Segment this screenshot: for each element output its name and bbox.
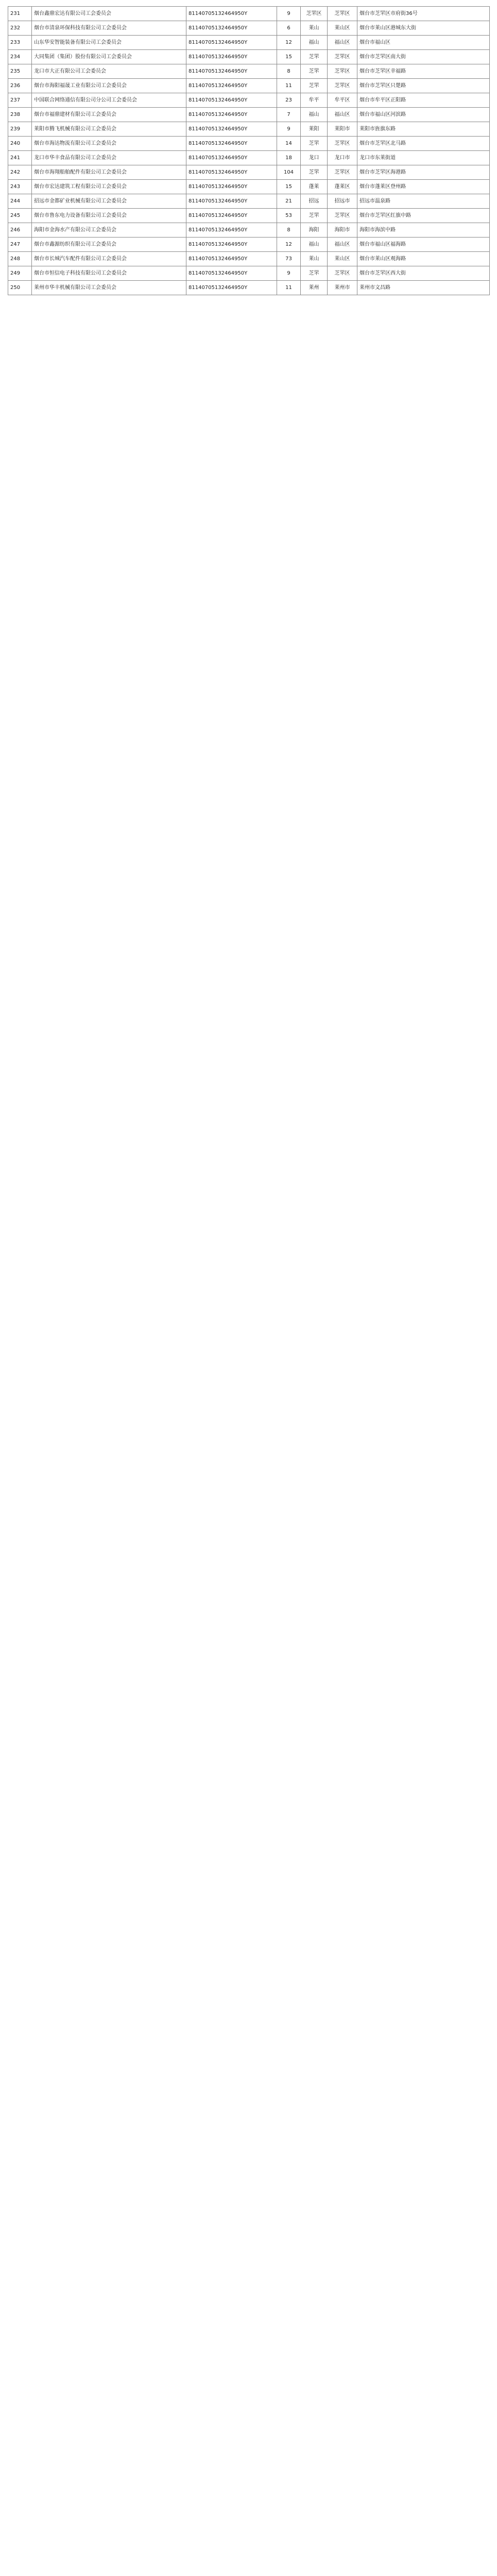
cell-address: 烟台市芝罘区西大街 xyxy=(357,266,490,281)
cell-district: 福山区 xyxy=(328,36,357,50)
cell-member-count: 104 xyxy=(277,165,301,180)
cell-credit-code: 81140705132464950Y xyxy=(186,79,277,93)
cell-address: 烟台市牟平区正阳路 xyxy=(357,93,490,108)
cell-union-name: 莱州市华丰机械有限公司工会委员会 xyxy=(32,281,186,295)
cell-row-number: 236 xyxy=(8,79,32,93)
cell-city: 莱州 xyxy=(301,281,328,295)
cell-address: 莱州市文昌路 xyxy=(357,281,490,295)
cell-union-name: 烟台市海翔船舶配件有限公司工会委员会 xyxy=(32,165,186,180)
table-row xyxy=(8,194,490,209)
cell-credit-code: 81140705132464950Y xyxy=(186,108,277,122)
cell-union-name: 中国联合网络通信有限公司分公司工会委员会 xyxy=(32,93,186,108)
cell-city: 莱山 xyxy=(301,21,328,36)
table-row xyxy=(8,180,490,194)
cell-credit-code: 81140705132464950Y xyxy=(186,194,277,209)
cell-credit-code: 81140705132464950Y xyxy=(186,50,277,64)
cell-row-number: 250 xyxy=(8,281,32,295)
cell-address: 莱阳市旌旗东路 xyxy=(357,122,490,137)
cell-row-number: 246 xyxy=(8,223,32,238)
cell-row-number: 233 xyxy=(8,36,32,50)
cell-member-count: 8 xyxy=(277,64,301,79)
cell-member-count: 8 xyxy=(277,223,301,238)
table-row xyxy=(8,238,490,252)
cell-credit-code: 81140705132464950Y xyxy=(186,122,277,137)
cell-address: 海阳市海滨中路 xyxy=(357,223,490,238)
cell-address: 烟台市芝罘区幸福路 xyxy=(357,64,490,79)
cell-union-name: 烟台市海阳福晟工业有限公司工会委员会 xyxy=(32,79,186,93)
cell-city: 芝罘 xyxy=(301,79,328,93)
cell-row-number: 240 xyxy=(8,137,32,151)
cell-district: 莱阳市 xyxy=(328,122,357,137)
cell-city: 莱山 xyxy=(301,252,328,266)
table-row xyxy=(8,281,490,295)
cell-district: 龙口市 xyxy=(328,151,357,165)
cell-row-number: 235 xyxy=(8,64,32,79)
cell-credit-code: 81140705132464950Y xyxy=(186,252,277,266)
cell-city: 海阳 xyxy=(301,223,328,238)
cell-member-count: 11 xyxy=(277,79,301,93)
cell-district: 芝罘区 xyxy=(328,50,357,64)
cell-union-name: 龙口市大正有限公司工会委员会 xyxy=(32,64,186,79)
cell-address: 烟台市芝罘区海港路 xyxy=(357,165,490,180)
cell-district: 海阳市 xyxy=(328,223,357,238)
cell-city: 福山 xyxy=(301,36,328,50)
cell-address: 烟台市芝罘区北马路 xyxy=(357,137,490,151)
table-row xyxy=(8,50,490,64)
cell-row-number: 247 xyxy=(8,238,32,252)
cell-union-name: 招远市金都矿业机械有限公司工会委员会 xyxy=(32,194,186,209)
cell-address: 烟台市福山区河滨路 xyxy=(357,108,490,122)
cell-union-name: 烟台市宏达建筑工程有限公司工会委员会 xyxy=(32,180,186,194)
cell-city: 芝罘 xyxy=(301,64,328,79)
cell-district: 芝罘区 xyxy=(328,165,357,180)
table-row xyxy=(8,252,490,266)
union-register-table xyxy=(8,6,490,295)
cell-district: 莱山区 xyxy=(328,252,357,266)
cell-member-count: 9 xyxy=(277,7,301,21)
cell-member-count: 21 xyxy=(277,194,301,209)
table-row xyxy=(8,209,490,223)
cell-address: 烟台市芝罘区红旗中路 xyxy=(357,209,490,223)
cell-district: 蓬莱区 xyxy=(328,180,357,194)
cell-city: 牟平 xyxy=(301,93,328,108)
cell-union-name: 大同集团（集团）股份有限公司工会委员会 xyxy=(32,50,186,64)
cell-district: 福山区 xyxy=(328,108,357,122)
cell-address: 烟台市蓬莱区登州路 xyxy=(357,180,490,194)
cell-city: 龙口 xyxy=(301,151,328,165)
cell-credit-code: 81140705132464950Y xyxy=(186,151,277,165)
cell-row-number: 241 xyxy=(8,151,32,165)
cell-credit-code: 81140705132464950Y xyxy=(186,209,277,223)
cell-member-count: 7 xyxy=(277,108,301,122)
cell-row-number: 237 xyxy=(8,93,32,108)
cell-district: 招远市 xyxy=(328,194,357,209)
cell-district: 芝罘区 xyxy=(328,137,357,151)
cell-city: 芝罘 xyxy=(301,137,328,151)
cell-member-count: 15 xyxy=(277,180,301,194)
cell-row-number: 234 xyxy=(8,50,32,64)
table-row xyxy=(8,151,490,165)
cell-union-name: 海阳市金海水产有限公司工会委员会 xyxy=(32,223,186,238)
cell-union-name: 烟台市海达物流有限公司工会委员会 xyxy=(32,137,186,151)
cell-city: 福山 xyxy=(301,108,328,122)
cell-district: 莱山区 xyxy=(328,21,357,36)
cell-member-count: 18 xyxy=(277,151,301,165)
cell-credit-code: 81140705132464950Y xyxy=(186,64,277,79)
table-row xyxy=(8,79,490,93)
cell-member-count: 12 xyxy=(277,36,301,50)
cell-union-name: 烟台市清泉环保科技有限公司工会委员会 xyxy=(32,21,186,36)
cell-address: 烟台市芝罘区市府街36号 xyxy=(357,7,490,21)
cell-union-name: 烟台市恒信电子科技有限公司工会委员会 xyxy=(32,266,186,281)
cell-address: 烟台市芝罘区南大街 xyxy=(357,50,490,64)
table-row xyxy=(8,122,490,137)
cell-union-name: 龙口市华丰食品有限公司工会委员会 xyxy=(32,151,186,165)
cell-city: 芝罘 xyxy=(301,50,328,64)
cell-credit-code: 81140705132464950Y xyxy=(186,36,277,50)
cell-address: 烟台市福山区福海路 xyxy=(357,238,490,252)
cell-district: 芝罘区 xyxy=(328,7,357,21)
table-row xyxy=(8,266,490,281)
table-row xyxy=(8,93,490,108)
cell-credit-code: 81140705132464950Y xyxy=(186,21,277,36)
cell-credit-code: 81140705132464950Y xyxy=(186,180,277,194)
cell-union-name: 烟台鑫鼎宏达有限公司工会委员会 xyxy=(32,7,186,21)
cell-union-name: 烟台市长城汽车配件有限公司工会委员会 xyxy=(32,252,186,266)
cell-row-number: 243 xyxy=(8,180,32,194)
cell-union-name: 山东华安智能装备有限公司工会委员会 xyxy=(32,36,186,50)
table-row xyxy=(8,137,490,151)
cell-member-count: 15 xyxy=(277,50,301,64)
cell-row-number: 238 xyxy=(8,108,32,122)
cell-city: 芝罘 xyxy=(301,266,328,281)
cell-district: 牟平区 xyxy=(328,93,357,108)
cell-credit-code: 81140705132464950Y xyxy=(186,93,277,108)
table-row xyxy=(8,223,490,238)
table-row xyxy=(8,64,490,79)
cell-district: 芝罘区 xyxy=(328,64,357,79)
cell-address: 招远市温泉路 xyxy=(357,194,490,209)
cell-member-count: 14 xyxy=(277,137,301,151)
cell-member-count: 53 xyxy=(277,209,301,223)
cell-city: 福山 xyxy=(301,238,328,252)
cell-row-number: 249 xyxy=(8,266,32,281)
cell-city: 芝罘区 xyxy=(301,7,328,21)
cell-row-number: 244 xyxy=(8,194,32,209)
cell-district: 莱州市 xyxy=(328,281,357,295)
cell-credit-code: 81140705132464950Y xyxy=(186,165,277,180)
cell-district: 芝罘区 xyxy=(328,266,357,281)
table-row xyxy=(8,36,490,50)
cell-row-number: 231 xyxy=(8,7,32,21)
cell-member-count: 9 xyxy=(277,266,301,281)
cell-credit-code: 81140705132464950Y xyxy=(186,7,277,21)
cell-member-count: 6 xyxy=(277,21,301,36)
cell-city: 芝罘 xyxy=(301,165,328,180)
cell-union-name: 莱阳市腾飞机械有限公司工会委员会 xyxy=(32,122,186,137)
cell-member-count: 9 xyxy=(277,122,301,137)
cell-address: 烟台市莱山区观海路 xyxy=(357,252,490,266)
cell-member-count: 12 xyxy=(277,238,301,252)
cell-credit-code: 81140705132464950Y xyxy=(186,281,277,295)
cell-address: 龙口市东莱街道 xyxy=(357,151,490,165)
table-row xyxy=(8,108,490,122)
cell-credit-code: 81140705132464950Y xyxy=(186,223,277,238)
cell-address: 烟台市莱山区港城东大街 xyxy=(357,21,490,36)
cell-city: 招远 xyxy=(301,194,328,209)
cell-member-count: 73 xyxy=(277,252,301,266)
cell-district: 芝罘区 xyxy=(328,79,357,93)
cell-member-count: 23 xyxy=(277,93,301,108)
cell-city: 芝罘 xyxy=(301,209,328,223)
cell-city: 蓬莱 xyxy=(301,180,328,194)
cell-row-number: 245 xyxy=(8,209,32,223)
cell-union-name: 烟台市福鼎建材有限公司工会委员会 xyxy=(32,108,186,122)
cell-member-count: 11 xyxy=(277,281,301,295)
table-row xyxy=(8,7,490,21)
cell-credit-code: 81140705132464950Y xyxy=(186,137,277,151)
cell-district: 福山区 xyxy=(328,238,357,252)
cell-address: 烟台市福山区 xyxy=(357,36,490,50)
table-row xyxy=(8,165,490,180)
cell-union-name: 烟台市鲁东电力设备有限公司工会委员会 xyxy=(32,209,186,223)
cell-union-name: 烟台市鑫源纺织有限公司工会委员会 xyxy=(32,238,186,252)
table-body xyxy=(8,7,490,295)
union-register-table-sheet xyxy=(8,6,489,295)
cell-address: 烟台市芝罘区只楚路 xyxy=(357,79,490,93)
cell-credit-code: 81140705132464950Y xyxy=(186,266,277,281)
cell-row-number: 232 xyxy=(8,21,32,36)
cell-city: 莱阳 xyxy=(301,122,328,137)
table-row xyxy=(8,21,490,36)
cell-row-number: 248 xyxy=(8,252,32,266)
cell-credit-code: 81140705132464950Y xyxy=(186,238,277,252)
cell-row-number: 242 xyxy=(8,165,32,180)
cell-row-number: 239 xyxy=(8,122,32,137)
cell-district: 芝罘区 xyxy=(328,209,357,223)
